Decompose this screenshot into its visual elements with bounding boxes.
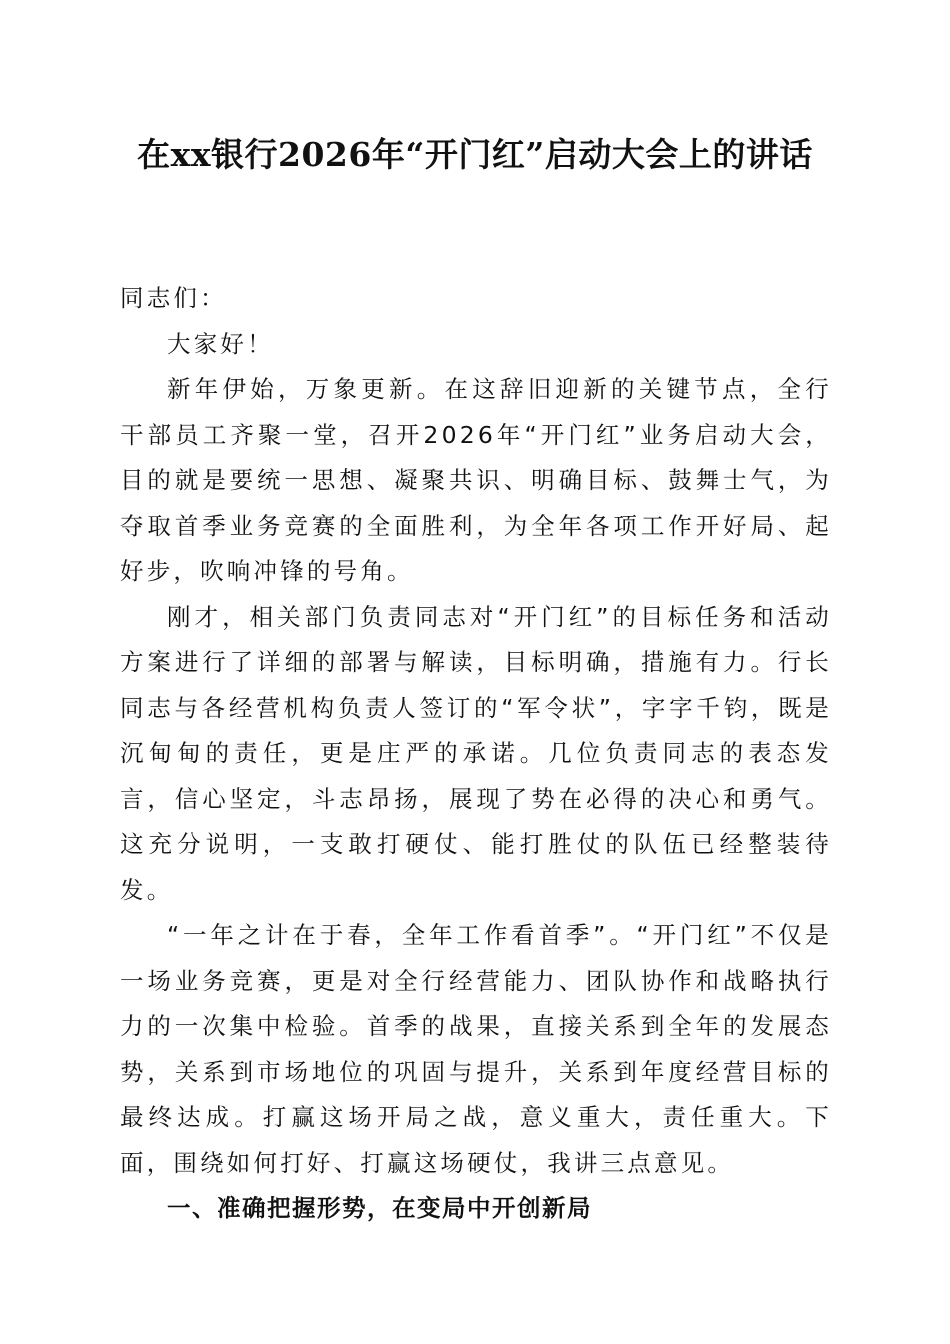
greeting: 大家好！ (167, 329, 274, 358)
section-heading: 一、准确把握形势，在变局中开创新局 (167, 1194, 592, 1222)
salutation: 同志们： (120, 284, 227, 312)
document-title: 在xx银行2026年“开门红”启动大会上的讲话 (137, 135, 813, 174)
paragraph-review: 刚才，相关部门负责同志对“开门红”的目标任务和活动方案进行了详细的部署与解读，目标明确，措施有力。行长同志与各经营机构负责人签订的“军令状”，字字千钧，既是沉甸甸的责任，更是庄严的承诺。几位负责同志的表态发言，信心坚定，斗志昂扬，展现了势在必得的决心和勇气。这充分说明，一支敢打硬仗、能打胜仗的队伍已经整装待发。 (120, 602, 832, 904)
document-body (120, 276, 832, 1232)
paragraph-significance: “一年之计在于春，全年工作看首季”。“开门红”不仅是一场业务竞赛，更是对全行经营能力、团队协作和战略执行力的一次集中检验。首季的战果，直接关系到全年的发展态势，关系到市场地位的巩固与提升，关系到年度经营目标的最终达成。打赢这场开局之战，意义重大，责任重大。下面，围绕如何打好、打赢这场硬仗，我讲三点意见。 (120, 921, 832, 1177)
paragraph-opening: 新年伊始，万象更新。在这辞旧迎新的关键节点，全行干部员工齐聚一堂，召开2026年“开门红”业务启动大会，目的就是要统一思想、凝聚共识、明确目标、鼓舞士气，为夺取首季业务竞赛的全面胜利，为全年各项工作开好局、起好步，吹响冲锋的号角。 (120, 375, 832, 585)
